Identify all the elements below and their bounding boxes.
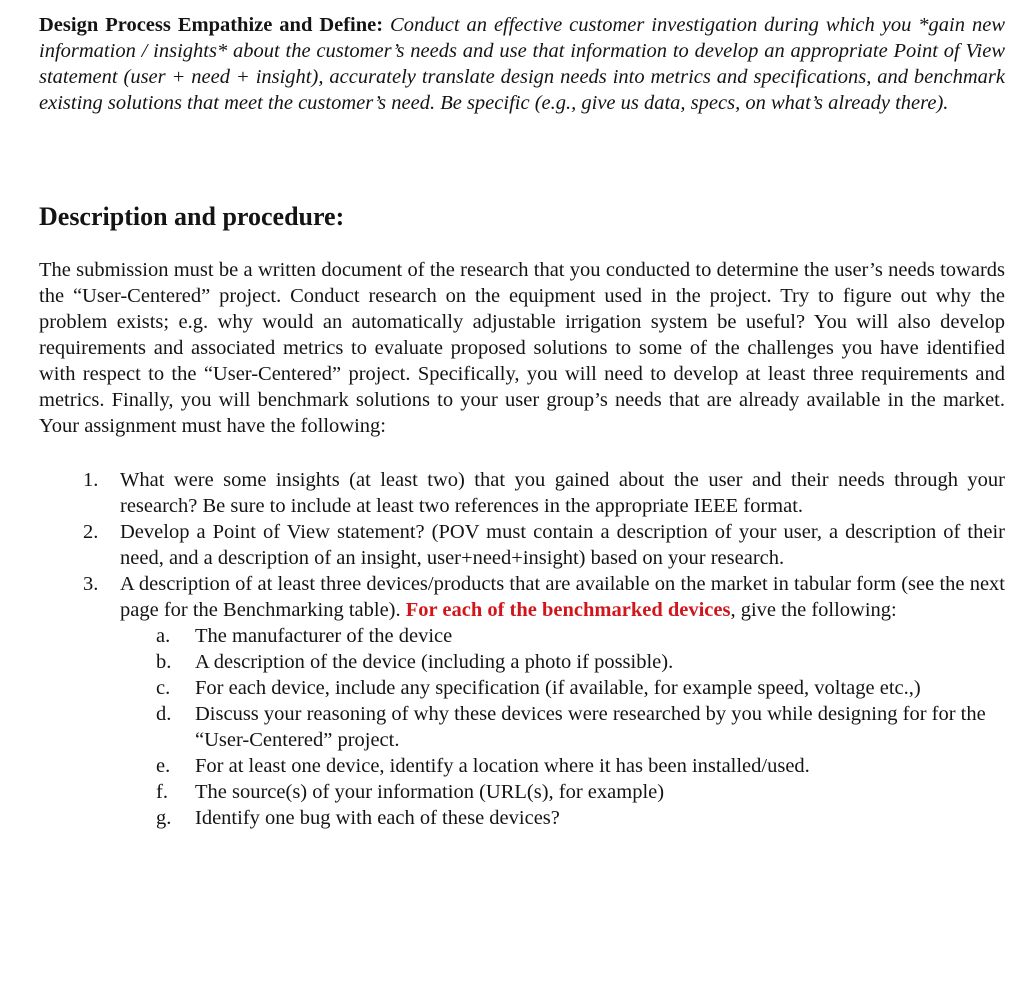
sub-list-item [39,649,1005,675]
sub-list-text: For each device, include any specification (if available, for example speed, voltage etc.,) [195,677,921,699]
sub-list-text: Discuss your reasoning of why these devices were researched by you while designing for for the “User-Centered” project. [195,703,986,751]
list-item-text: Develop a Point of View statement? (POV must contain a description of your user, a description of their need, and a description of an insight, user+need+insight) based on your research. [120,521,1005,569]
section-title: Description and procedure: [39,202,345,231]
sub-list-item [39,779,1005,805]
sub-list-letter: g. [156,807,172,829]
list-item-text-after: , give the following: [730,599,897,621]
sub-list-item [39,701,1005,753]
sub-list-letter: a. [156,625,171,647]
sub-list-item [39,753,1005,779]
sub-list-text: The source(s) of your information (URL(s), for example) [195,781,665,803]
sub-list-letter: f. [156,781,168,803]
list-item-number: 2. [83,521,99,543]
sub-list-letter: c. [156,677,171,699]
highlighted-text: For each of the benchmarked devices [405,599,731,621]
sub-list-text: Identify one bug with each of these devices? [195,807,560,829]
list-item [39,519,1005,571]
sub-list-item [39,675,1005,701]
sub-list-letter: d. [156,703,172,725]
list-item-number: 1. [83,469,99,491]
sub-list-item [39,623,1005,649]
intro-heading: Design Process Empathize and Define: [39,14,384,36]
list-item [39,467,1005,519]
intro-paragraph [39,12,1005,116]
list-item-number: 3. [83,573,99,595]
intro-text: Conduct an effective customer investigation during which you *gain new information / insights* about the customer’s needs and use that information to develop an appropriate Point of View statement (user + need + insight), accurately translate design needs into metrics and specifications, and benchmark existing solutions that meet the customer’s need. Be specific (e.g., give us data, specs, on what’s already there). [39,14,1005,114]
device-details-list [120,623,1005,831]
sub-list-text: The manufacturer of the device [195,625,453,647]
sub-list-text: For at least one device, identify a location where it has been installed/used. [195,755,810,777]
requirements-list [39,467,1005,831]
list-item [39,571,1005,831]
document-page [39,12,1005,829]
procedure-paragraph: The submission must be a written document of the research that you conducted to determine the user’s needs towards the “User-Centered” project. Conduct research on the equipment used in the project. Try to figure out why the problem exists; e.g. why would an automatically adjustable irrigation system be useful? You will also develop requirements and associated metrics to evaluate proposed solutions to some of the challenges you have identified with respect to the “User-Centered” project. Specifically, you will need to develop at least three requirements and metrics. Finally, you will benchmark solutions to your user group’s needs that are already available in the market. Your assignment must have the following: [39,259,1005,437]
list-item-text: What were some insights (at least two) that you gained about the user and their needs through your research? Be sure to include at least two references in the appropriate IEEE format. [120,469,1005,517]
sub-list-letter: e. [156,755,171,777]
sub-list-letter: b. [156,651,172,673]
list-item-text: A description of at least three devices/products that are available on the market in tabular form (see the next page for the Benchmarking table). [120,573,1005,621]
sub-list-text: A description of the device (including a photo if possible). [195,651,674,673]
sub-list-item [39,805,1005,831]
